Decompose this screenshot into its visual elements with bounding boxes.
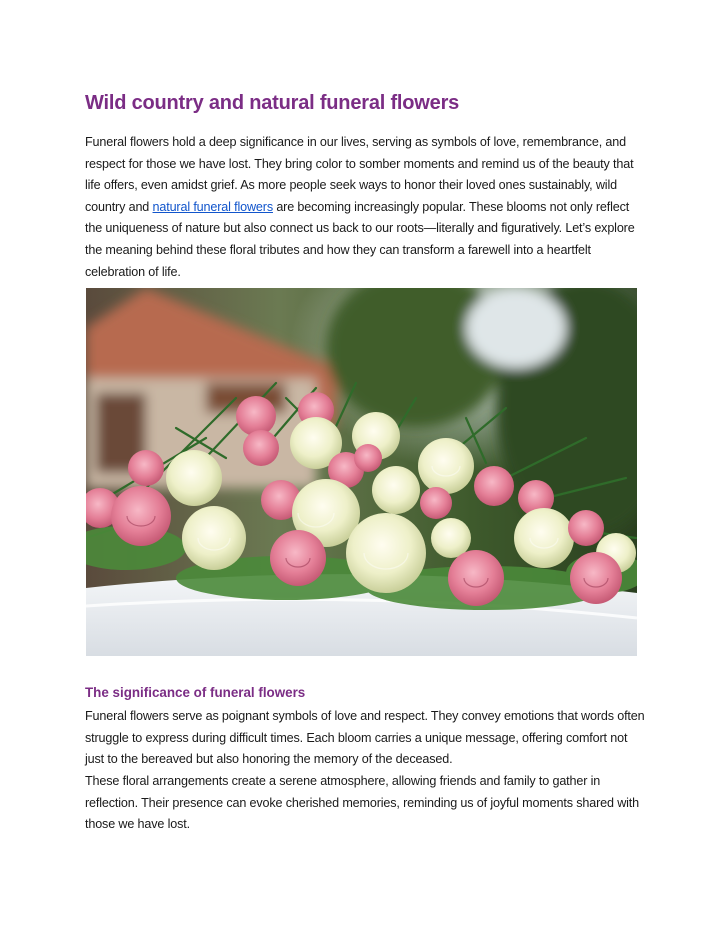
natural-funeral-flowers-link[interactable]: natural funeral flowers — [152, 199, 273, 214]
section-heading: The significance of funeral flowers — [85, 685, 306, 700]
section-paragraph-2: These floral arrangements create a serene atmosphere, allowing friends and family to gather in reflection. Their presence can evoke cherished memories, reminding us of joyful moments shared with those we have lost. — [85, 774, 640, 832]
intro-text-before-link: Funeral flowers hold a deep significance in our lives, serving as symbols of love, remembrance, and respect for those we have lost. They bring color to somber moments and remind us of the beauty that life offers, even amidst grief. As more people seek ways to honor their loved ones sustainably, wild country and — [85, 135, 634, 214]
funeral-flower-arrangement-photo — [86, 288, 637, 656]
section-paragraph-1: Funeral flowers serve as poignant symbols of love and respect. They convey emotions that words often struggle to express during difficult times. Each bloom carries a unique message, offering comfort not just to the bereaved but also honoring the memory of the deceased. — [85, 709, 645, 767]
intro-text-after-link: are becoming increasingly popular. These blooms not only reflect the uniqueness of nature but also connect us back to our roots—literally and figuratively. Let’s explore the meaning behind these floral tributes and how they can transform a farewell into a heartfelt celebration of life. — [85, 199, 635, 279]
page-title: Wild country and natural funeral flowers — [85, 92, 460, 114]
intro-paragraph — [85, 132, 645, 283]
